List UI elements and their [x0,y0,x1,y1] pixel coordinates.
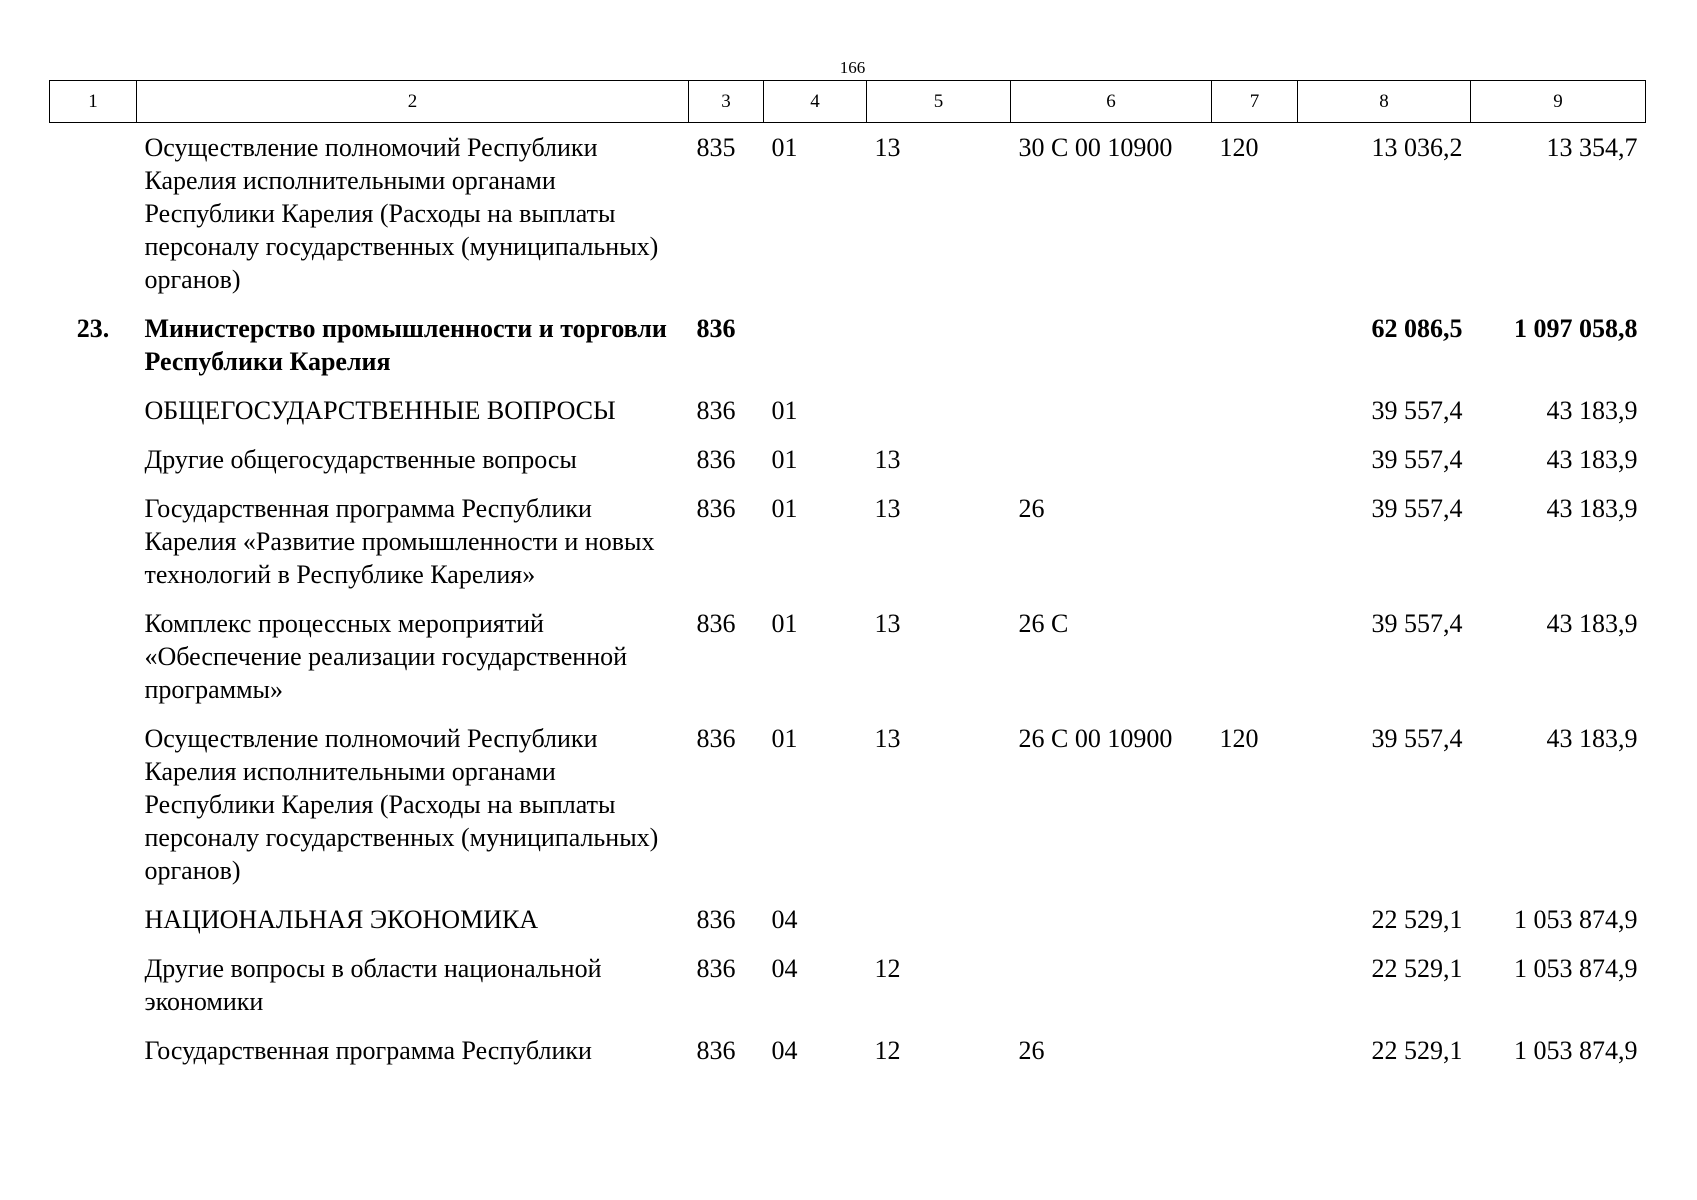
row-number [50,722,137,903]
cell-amount-year2: 1 097 058,8 [1514,314,1638,343]
cell-amount-year2: 43 183,9 [1546,396,1638,425]
cell-ministry-code: 836 [696,396,736,425]
header-cell: 5 [867,81,1011,123]
header-cell: 9 [1471,81,1646,123]
table-row [50,903,1646,952]
cell-amount-year1: 22 529,1 [1371,954,1463,983]
cell-expense-type [1212,394,1298,443]
cell-subsection: 13 [874,724,901,753]
row-number [50,443,137,492]
cell-section: 01 [771,445,798,474]
cell-ministry-code: 836 [696,609,736,638]
table-row [50,607,1646,722]
cell-target-article [1011,394,1212,443]
table-header [50,81,1646,123]
cell-amount-year1: 22 529,1 [1371,1036,1463,1065]
cell-target-article [1011,903,1212,952]
row-description: Другие общегосударственные вопросы [144,445,577,474]
cell-target-article: 26 С [1018,609,1069,638]
cell-section: 01 [771,724,798,753]
header-cell: 4 [764,81,867,123]
cell-target-article: 26 [1018,494,1045,523]
table-row [50,443,1646,492]
cell-ministry-code: 835 [696,133,736,162]
row-number [50,492,137,607]
cell-amount-year1: 39 557,4 [1371,494,1463,523]
row-number [50,607,137,722]
cell-ministry-code: 836 [696,954,736,983]
cell-subsection [867,903,1011,952]
cell-section: 04 [771,905,798,934]
row-description: НАЦИОНАЛЬНАЯ ЭКОНОМИКА [144,905,539,934]
cell-subsection: 13 [874,609,901,638]
cell-target-article [1011,952,1212,1034]
row-description: ОБЩЕГОСУДАРСТВЕННЫЕ ВОПРОСЫ [144,396,616,425]
cell-amount-year1: 39 557,4 [1371,445,1463,474]
cell-amount-year1: 39 557,4 [1371,609,1463,638]
cell-section: 04 [771,954,798,983]
table-row [50,1034,1646,1083]
cell-target-article: 26 С 00 10900 [1018,724,1173,753]
cell-amount-year1: 13 036,2 [1371,133,1463,162]
cell-section: 01 [771,396,798,425]
cell-ministry-code: 836 [696,445,736,474]
cell-expense-type [1212,952,1298,1034]
row-description: Другие вопросы в области национальной экономики [144,954,602,1016]
cell-amount-year2: 13 354,7 [1546,133,1638,162]
cell-subsection: 12 [874,954,901,983]
cell-amount-year2: 1 053 874,9 [1514,1036,1638,1065]
cell-amount-year2: 43 183,9 [1546,494,1638,523]
table-row [50,123,1646,313]
table-row [50,394,1646,443]
cell-section: 01 [771,133,798,162]
row-number [50,394,137,443]
cell-amount-year1: 39 557,4 [1371,724,1463,753]
header-cell: 6 [1011,81,1212,123]
cell-subsection: 13 [874,494,901,523]
cell-expense-type [1212,1034,1298,1083]
header-cell: 8 [1298,81,1471,123]
table-row [50,722,1646,903]
row-number [50,1034,137,1083]
table-row [50,312,1646,394]
row-number [50,903,137,952]
cell-expense-type: 120 [1219,133,1259,162]
row-description: Государственная программа Республики Карелия «Развитие промышленности и новых технологий в Республике Карелия» [144,494,655,589]
row-number [50,952,137,1034]
cell-amount-year1: 22 529,1 [1371,905,1463,934]
cell-target-article [1011,312,1212,394]
cell-subsection: 13 [874,445,901,474]
cell-ministry-code: 836 [696,905,736,934]
cell-expense-type [1212,903,1298,952]
table-row [50,952,1646,1034]
cell-ministry-code: 836 [696,724,736,753]
header-cell: 2 [137,81,689,123]
cell-target-article [1011,443,1212,492]
cell-section: 04 [771,1036,798,1065]
header-cell: 3 [689,81,764,123]
cell-amount-year1: 62 086,5 [1371,314,1463,343]
row-description: Осуществление полномочий Республики Карелия исполнительными органами Республики Карелия (Расходы на выплаты персоналу государственных (муниципальных) органов) [144,724,659,885]
row-description: Комплекс процессных мероприятий «Обеспечение реализации государственной программы» [144,609,628,704]
cell-ministry-code: 836 [696,314,736,343]
cell-amount-year2: 43 183,9 [1546,445,1638,474]
row-description: Министерство промышленности и торговли Республики Карелия [144,314,667,376]
cell-subsection: 12 [874,1036,901,1065]
cell-target-article: 30 С 00 10900 [1018,133,1173,162]
cell-expense-type [1212,443,1298,492]
table-row [50,492,1646,607]
row-number: 23. [76,314,110,343]
cell-amount-year2: 1 053 874,9 [1514,954,1638,983]
page-number: 166 [839,58,866,77]
cell-subsection [867,394,1011,443]
cell-subsection: 13 [874,133,901,162]
cell-expense-type [1212,492,1298,607]
header-cell: 1 [50,81,137,123]
header-cell: 7 [1212,81,1298,123]
cell-amount-year2: 43 183,9 [1546,724,1638,753]
cell-subsection [867,312,1011,394]
cell-expense-type [1212,312,1298,394]
cell-section [764,312,867,394]
cell-amount-year1: 39 557,4 [1371,396,1463,425]
budget-table [49,80,1646,1083]
cell-section: 01 [771,609,798,638]
cell-target-article: 26 [1018,1036,1045,1065]
cell-expense-type: 120 [1219,724,1259,753]
row-description: Осуществление полномочий Республики Карелия исполнительными органами Республики Карелия (Расходы на выплаты персоналу государственных (муниципальных) органов) [144,133,659,294]
cell-section: 01 [771,494,798,523]
row-description: Государственная программа Республики [144,1036,592,1065]
row-number [50,123,137,313]
cell-ministry-code: 836 [696,1036,736,1065]
table-body [50,123,1646,1084]
cell-amount-year2: 43 183,9 [1546,609,1638,638]
cell-expense-type [1212,607,1298,722]
cell-ministry-code: 836 [696,494,736,523]
cell-amount-year2: 1 053 874,9 [1514,905,1638,934]
